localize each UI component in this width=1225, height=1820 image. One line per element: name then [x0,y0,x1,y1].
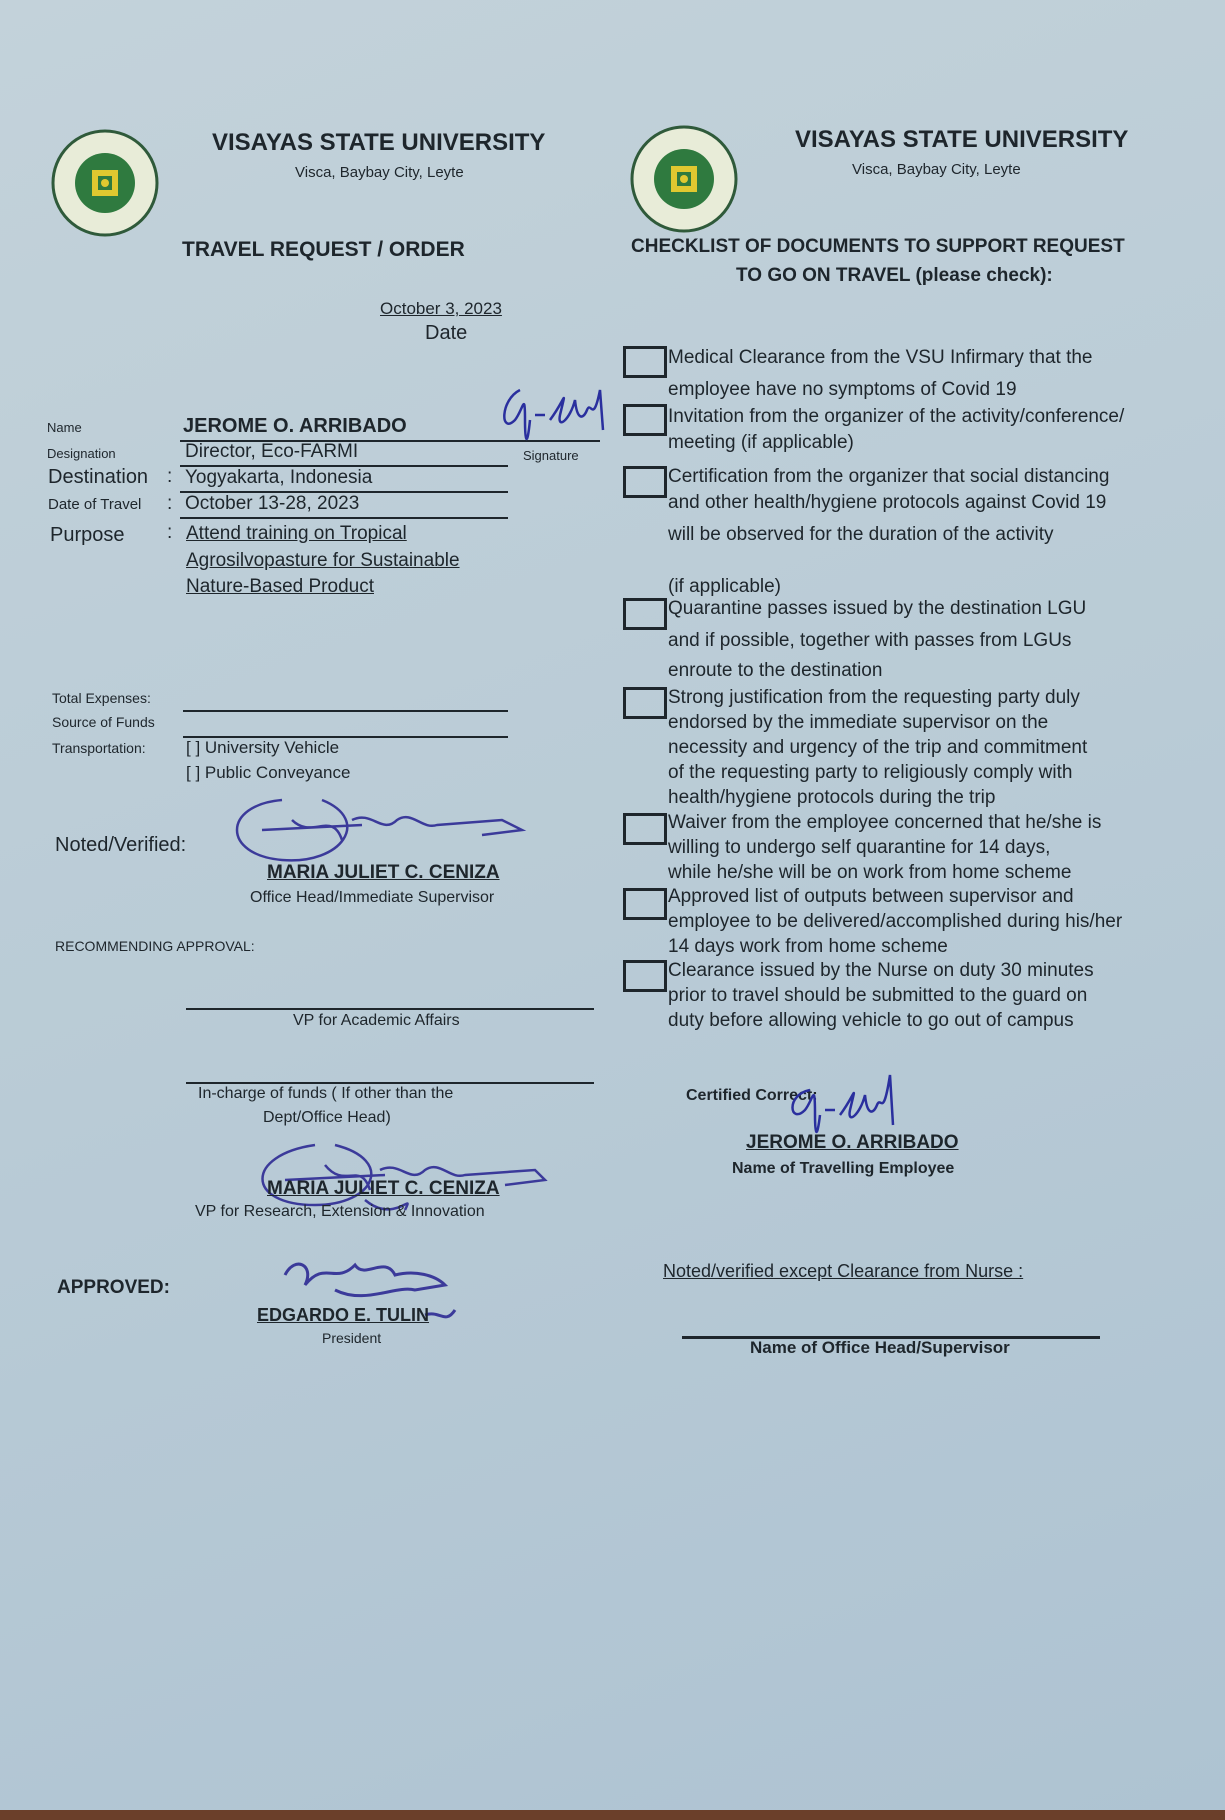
president-name: EDGARDO E. TULIN [257,1305,430,1325]
total-expenses-line [183,710,508,712]
supervisor-title: Office Head/Immediate Supervisor [250,889,495,906]
checklist-item-text: Waiver from the employee concerned that he/she is [668,812,1102,833]
date-label: Date [425,322,468,344]
designation-value: Director, Eco-FARMI [185,441,359,462]
date-of-travel-line [180,517,508,519]
travelling-employee-caption: Name of Travelling Employee [732,1160,955,1177]
checklist-item-text: of the requesting party to religiously comply with [668,762,1073,783]
vp-academic-caption: VP for Academic Affairs [293,1012,460,1029]
checklist-checkbox[interactable] [623,960,667,992]
checklist-item-text: willing to undergo self quarantine for 14 days, [668,837,1051,858]
incharge-funds-caption: In-charge of funds ( If other than the [198,1085,454,1102]
supervisor-name: MARIA JULIET C. CENIZA [267,862,500,883]
checklist-item-text: Certification from the organizer that social distancing [668,466,1110,487]
checklist-item-text: employee to be delivered/accomplished during his/her [668,911,1123,932]
incharge-funds-caption-2: Dept/Office Head) [263,1109,391,1126]
noted-verified-label: Noted/Verified: [55,834,187,856]
checklist-item-text: (if applicable) [668,576,781,597]
purpose-line: Nature-Based Product [186,576,374,597]
source-funds-label: Source of Funds [52,714,155,730]
name-value: JEROME O. ARRIBADO [183,415,407,437]
checklist-checkbox[interactable] [623,404,667,436]
checklist-item-text: prior to travel should be submitted to the guard on [668,985,1088,1006]
vp-academic-line [186,1008,594,1010]
form-title: TRAVEL REQUEST / ORDER [182,238,465,261]
checklist-item-text: while he/she will be on work from home scheme [668,862,1072,883]
university-name: VISAYAS STATE UNIVERSITY [795,126,1129,153]
destination-label: Destination [48,466,149,488]
checklist-item-text: endorsed by the immediate supervisor on the [668,712,1049,733]
checklist-item-text: employee have no symptoms of Covid 19 [668,379,1017,400]
certified-correct-label: Certified Correct: [686,1087,818,1104]
checklist-item-text: necessity and urgency of the trip and commitment [668,737,1088,758]
date-value: October 3, 2023 [380,299,502,318]
purpose-line: Attend training on Tropical [186,523,407,544]
checklist-item-text: and if possible, together with passes from LGUs [668,630,1072,651]
checklist-item-text: Clearance issued by the Nurse on duty 30 minutes [668,960,1094,981]
office-head-caption: Name of Office Head/Supervisor [750,1338,1010,1357]
purpose-label: Purpose [50,524,125,546]
checklist-checkbox[interactable] [623,346,667,378]
transport-option-university-vehicle[interactable]: [ ] University Vehicle [186,738,340,757]
transport-option-public-conveyance[interactable]: [ ] Public Conveyance [186,763,351,782]
university-address: Visca, Baybay City, Leyte [295,164,464,181]
date-of-travel-label: Date of Travel [48,496,142,513]
purpose-line: Agrosilvopasture for Sustainable [186,549,460,571]
incharge-funds-line [186,1082,594,1084]
name-label: Name [47,420,82,435]
vp-research-name: MARIA JULIET C. CENIZA [267,1178,500,1199]
purpose-value [186,521,460,601]
vp-research-title: VP for Research, Extension & Innovation [195,1203,485,1220]
table-edge [0,1810,1225,1820]
university-address: Visca, Baybay City, Leyte [852,161,1021,178]
checklist-item-text: Quarantine passes issued by the destination LGU [668,598,1087,619]
checklist-checkbox[interactable] [623,598,667,630]
university-name: VISAYAS STATE UNIVERSITY [212,129,546,156]
checklist-title: CHECKLIST OF DOCUMENTS TO SUPPORT REQUEST [631,236,1125,257]
colon: : [167,522,173,543]
checklist-item-text: will be observed for the duration of the activity [668,524,1054,545]
recommending-approval-label: RECOMMENDING APPROVAL: [55,938,255,954]
checklist-item-text: Strong justification from the requesting party duly [668,687,1080,708]
checklist-item-text: meeting (if applicable) [668,432,854,453]
checklist-item-text: health/hygiene protocols during the trip [668,787,996,808]
supervisor-signature-icon [222,780,532,870]
noted-except-label: Noted/verified except Clearance from Nurse : [663,1261,1024,1281]
date-of-travel-value: October 13-28, 2023 [185,493,360,514]
total-expenses-label: Total Expenses: [52,690,151,706]
checklist-checkbox[interactable] [623,687,667,719]
president-title: President [322,1330,382,1346]
colon: : [167,493,173,514]
checklist-item-text: enroute to the destination [668,660,883,681]
checklist-checkbox[interactable] [623,813,667,845]
checklist-item-text: Invitation from the organizer of the activity/conference/ [668,406,1125,427]
checklist-item-text: and other health/hygiene protocols against Covid 19 [668,492,1107,513]
checklist-checkbox[interactable] [623,888,667,920]
designation-label: Designation [47,446,116,461]
checklist-item-text: 14 days work from home scheme [668,936,948,957]
university-seal-icon [50,128,160,238]
transportation-label: Transportation: [52,740,146,756]
university-seal-icon [628,124,740,234]
employee-signature-icon [495,380,615,455]
colon: : [167,466,173,487]
checklist-title-2: TO GO ON TRAVEL (please check): [736,265,1053,286]
checklist-item-text: Approved list of outputs between supervisor and [668,886,1074,907]
signature-label: Signature [523,448,579,463]
destination-value: Yogyakarta, Indonesia [185,467,373,488]
checklist-item-text: Medical Clearance from the VSU Infirmary that the [668,347,1093,368]
checklist-item-text: duty before allowing vehicle to go out of campus [668,1010,1074,1031]
approved-label: APPROVED: [57,1277,170,1298]
checklist-checkbox[interactable] [623,466,667,498]
travelling-employee-name: JEROME O. ARRIBADO [746,1132,959,1153]
